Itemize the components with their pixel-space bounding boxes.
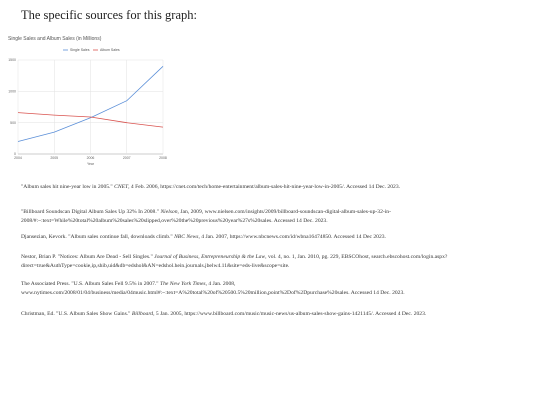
reference-3 xyxy=(21,233,526,242)
reference-1-post: , 4 Feb. 2006, https://cnet.com/tech/home-entertainment/album-sales-hit-nine-year-low-in-2005/. Accessed 14 Dec. 2023. xyxy=(128,184,401,190)
y-tick-label: 1000 xyxy=(8,89,16,94)
reference-3-post: , 4 Jan. 2007, https://www.nbcnews.com/id/wbna16474850. Accessed 14 Dec 2023. xyxy=(198,234,386,240)
reference-2-source: Nielson xyxy=(160,209,178,215)
reference-6 xyxy=(21,310,526,319)
reference-6-source: Billboard xyxy=(131,311,154,317)
page-heading: The specific sources for this graph: xyxy=(21,8,197,22)
reference-6-pre: Christman, Ed. "U.S. Album Sales Show Gains." xyxy=(21,311,132,317)
reference-4-post: , vol. 4, no. 1, Jan. 2010, pg. 229, EBSCOhost, search.ebscohost.com/login.aspx?direct=true&AuthType=cookie,ip,shib,uid&db=edshol&AN=edshol.hein.journals.jbelw4.11&site=eds-live&scope=site. xyxy=(21,254,448,269)
x-tick-label: 2007 xyxy=(122,156,131,160)
legend-label-1: Single Sales xyxy=(70,48,90,53)
chart-svg xyxy=(5,36,173,174)
x-tick-label: 2006 xyxy=(86,156,95,160)
y-tick-label: 1500 xyxy=(8,58,16,63)
reference-6-post: , 5 Jan. 2005, https://www.billboard.com/music/music-news/us-album-sales-show-gains-1421145/. Accessed 4 Dec. 2023. xyxy=(153,311,427,317)
x-tick-label: 2004 xyxy=(14,156,22,160)
reference-5-pre: The Associated Press. "U.S. Album Sales Fell 9.5% in 2007." xyxy=(21,281,160,287)
x-tick-label: 2008 xyxy=(159,156,167,160)
reference-4-source: Journal of Business, Entrepreneurship & the Law xyxy=(154,254,266,260)
chart-title: Single Sales and Album Sales (in Millions) xyxy=(8,36,102,42)
reference-1-pre: "Album sales hit nine-year low in 2005." xyxy=(21,184,115,190)
y-tick-label: 500 xyxy=(10,120,16,125)
reference-4-pre: Nestor, Brian P. "Notices: Album Are Dead - Sell Singles." xyxy=(21,254,155,260)
reference-2 xyxy=(21,208,526,226)
reference-3-pre: Djansezian, Kevork. "Album sales continue fall, downloads climb." xyxy=(21,234,175,240)
reference-3-source: NBC News xyxy=(174,234,199,240)
reference-2-post: , Jan, 2009, www.nielsen.com/insights/2009/billboard-soundscan-digital-album-sales-up-32-in-2008/#:~:text=While%20total%20album%20sales%20slipped,over%20the%20previous%20year%27s%20sales. Accessed 14 Dec. 2023. xyxy=(21,209,391,224)
sales-chart xyxy=(5,36,173,174)
reference-5-post: , 4 Jan. 2008, www.nytimes.com/2008/01/04/business/media/04music.html#:~:text=A%20total%20of%20500.5%20million,point%2Dof%2Dpurchase%20sales. Accessed 14 Dec. 2023. xyxy=(21,281,405,296)
reference-1-source: CNET xyxy=(114,184,129,190)
y-tick-label: 0 xyxy=(14,152,16,157)
reference-1 xyxy=(21,183,526,192)
reference-5 xyxy=(21,280,526,298)
x-axis-label: Year xyxy=(86,162,95,166)
legend-label-2: Album Sales xyxy=(100,48,120,53)
reference-4 xyxy=(21,253,526,271)
x-tick-label: 2005 xyxy=(50,156,59,160)
reference-5-source: The New York Times xyxy=(159,281,206,287)
reference-2-pre: "Billboard Soundscan Digital Album Sales Up 32% In 2008." xyxy=(21,209,161,215)
